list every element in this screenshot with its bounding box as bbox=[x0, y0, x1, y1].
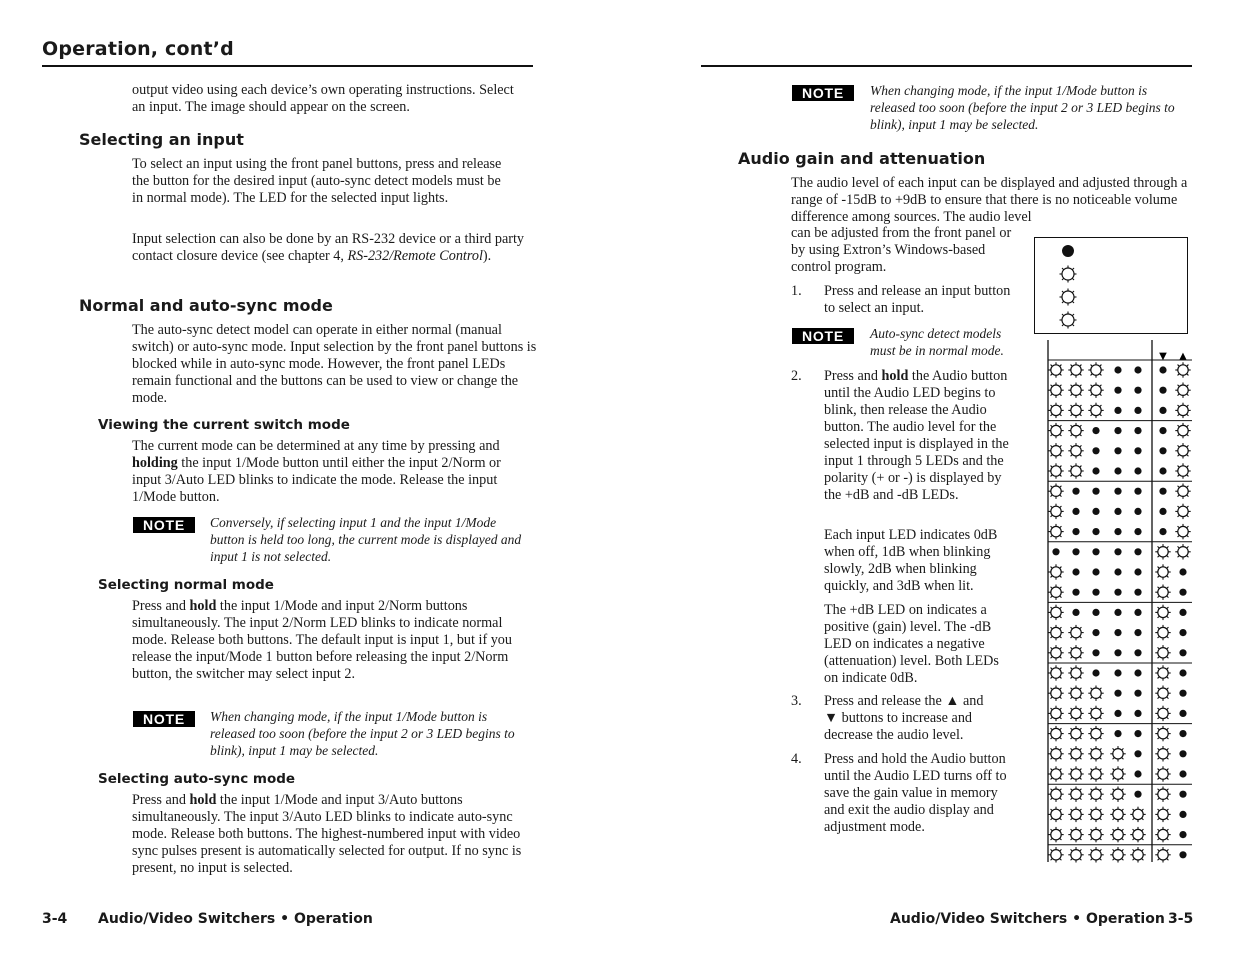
led-lit bbox=[1092, 589, 1099, 596]
led-blinking bbox=[1068, 726, 1083, 741]
led-lit bbox=[1134, 528, 1141, 535]
led-blinking bbox=[1155, 726, 1170, 741]
step-number: 4. bbox=[791, 751, 802, 767]
led-lit bbox=[1134, 649, 1141, 656]
text: Press and bbox=[132, 598, 190, 614]
led-lit bbox=[1114, 609, 1121, 616]
table-leds bbox=[1048, 362, 1190, 862]
led-blinking bbox=[1048, 686, 1063, 701]
led-lit bbox=[1179, 669, 1186, 676]
step-3-number: 3 bbox=[791, 693, 799, 709]
led-blinking bbox=[1088, 403, 1103, 418]
led-lit bbox=[1179, 710, 1186, 717]
led-lit bbox=[1072, 508, 1079, 515]
led-blinking bbox=[1068, 686, 1083, 701]
led-blinking bbox=[1155, 564, 1170, 579]
section-title-audio: Audio gain and attenuation bbox=[738, 149, 986, 168]
led-lit bbox=[1092, 548, 1099, 555]
led-lit bbox=[1159, 387, 1166, 394]
led-blinking bbox=[1155, 787, 1170, 802]
footer-page-number: 3-5 bbox=[1168, 911, 1194, 927]
led-lit bbox=[1114, 669, 1121, 676]
led-lit bbox=[1179, 750, 1186, 757]
normal-auto-paragraph: The auto-sync detect model can operate in either normal (manual switch) or auto-sync mode. Input selection by the front panel buttons is blocked while in auto-sync mode. However, the front panel LEDs remain functional and the buttons can be used to view or change the mode. bbox=[132, 322, 537, 406]
up-arrow-icon: ▲ bbox=[945, 693, 960, 709]
down-arrow-icon: ▼ bbox=[1159, 351, 1167, 362]
led-blinking bbox=[1175, 362, 1190, 377]
led-lit bbox=[1159, 407, 1166, 414]
footer-title: Audio/Video Switchers • Operation bbox=[98, 911, 373, 927]
led-lit bbox=[1092, 609, 1099, 616]
led-blinking bbox=[1175, 403, 1190, 418]
led-blinking bbox=[1068, 787, 1083, 802]
led-blinking bbox=[1088, 766, 1103, 781]
led-lit bbox=[1179, 609, 1186, 616]
footer-page-number: 3-4 bbox=[42, 911, 68, 927]
led-lit bbox=[1179, 770, 1186, 777]
led-lit bbox=[1092, 488, 1099, 495]
led-lit bbox=[1179, 831, 1186, 838]
led-lit bbox=[1092, 427, 1099, 434]
led-lit bbox=[1092, 528, 1099, 535]
led-blinking bbox=[1048, 524, 1063, 539]
led-blinking bbox=[1088, 726, 1103, 741]
step-number: 1. bbox=[791, 283, 802, 299]
step-2-number: 2 bbox=[791, 368, 799, 384]
led-blinking bbox=[1048, 706, 1063, 721]
led-blinking bbox=[1175, 524, 1190, 539]
led-lit bbox=[1114, 467, 1121, 474]
led-blinking bbox=[1048, 766, 1063, 781]
led-blinking bbox=[1110, 827, 1125, 842]
normal-mode-paragraph bbox=[132, 598, 522, 683]
led-lit bbox=[1159, 488, 1166, 495]
led-blinking bbox=[1048, 787, 1063, 802]
led-lit bbox=[1179, 730, 1186, 737]
led-lit bbox=[1134, 467, 1141, 474]
led-blinking bbox=[1068, 706, 1083, 721]
led-lit bbox=[1179, 629, 1186, 636]
led-blinking bbox=[1048, 746, 1063, 761]
legend-icons bbox=[1060, 245, 1077, 329]
led-blinking bbox=[1088, 686, 1103, 701]
led-blinking bbox=[1175, 383, 1190, 398]
led-blinking bbox=[1155, 706, 1170, 721]
text: Press and bbox=[824, 368, 882, 384]
led-lit bbox=[1114, 427, 1121, 434]
led-lit bbox=[1134, 730, 1141, 737]
led-lit bbox=[1134, 387, 1141, 394]
led-blinking bbox=[1155, 807, 1170, 822]
led-blinking bbox=[1088, 847, 1103, 862]
led-lit bbox=[1179, 568, 1186, 575]
note-text: Auto-sync detect models must be in normal mode. bbox=[870, 326, 1004, 358]
led-blinking bbox=[1068, 766, 1083, 781]
text: ). bbox=[482, 248, 492, 264]
led-lit bbox=[1114, 366, 1121, 373]
led-blinking bbox=[1068, 403, 1083, 418]
led-lit bbox=[1134, 750, 1141, 757]
led-blinking bbox=[1068, 625, 1083, 640]
led-lit bbox=[1159, 447, 1166, 454]
led-level-table bbox=[1046, 340, 1194, 865]
led-lit bbox=[1179, 851, 1186, 858]
led-blinking bbox=[1175, 544, 1190, 559]
emphasis: hold bbox=[189, 792, 217, 808]
selecting-input-rs232-paragraph bbox=[132, 231, 532, 265]
note-badge: NOTE bbox=[133, 711, 195, 727]
led-blinking bbox=[1110, 766, 1125, 781]
step-1-text: Press and release an input button to select an input. bbox=[824, 283, 1011, 316]
led-lit bbox=[1134, 366, 1141, 373]
led-blinking bbox=[1048, 665, 1063, 680]
led-blinking bbox=[1155, 645, 1170, 660]
led-blinking bbox=[1048, 504, 1063, 519]
emphasis: holding bbox=[132, 455, 178, 471]
led-legend bbox=[1034, 237, 1188, 334]
led-lit bbox=[1134, 447, 1141, 454]
step-number: 2. bbox=[791, 368, 802, 384]
led-lit bbox=[1134, 508, 1141, 515]
led-lit bbox=[1179, 649, 1186, 656]
led-blinking bbox=[1110, 847, 1125, 862]
text: The current mode can be determined at any time by pressing and bbox=[132, 438, 500, 454]
led-blinking bbox=[1048, 625, 1063, 640]
led-lit bbox=[1114, 568, 1121, 575]
led-blinking bbox=[1048, 645, 1063, 660]
section-title-normal-auto: Normal and auto-sync mode bbox=[79, 296, 333, 315]
led-blinking bbox=[1175, 463, 1190, 478]
led-lit bbox=[1114, 387, 1121, 394]
legend-led-blinking bbox=[1060, 289, 1077, 306]
led-blinking bbox=[1175, 423, 1190, 438]
led-blinking bbox=[1068, 746, 1083, 761]
led-blinking bbox=[1155, 585, 1170, 600]
text: the input 1/Mode and input 2/Norm buttons simultaneously. The input 2/Norm LED blinks to indicate normal mode. Release both buttons. The default input is input 1, but if you release the input/Mode 1 button before releasing the input 2/Norm button, the switcher may select input 2. bbox=[132, 598, 512, 682]
text: the input 1/Mode button until either the input 2/Norm or input 3/Auto LED blinks to indicate the mode. Release the input 1/Mode button. bbox=[132, 455, 501, 505]
led-blinking bbox=[1048, 423, 1063, 438]
text: the Audio button until the Audio LED begins to blink, then release the Audio button. The audio level for the selected input is displayed in the input 1 through 5 LEDs and the polarity (+ or -) is displayed by the +dB and -dB LEDs. bbox=[824, 368, 1009, 503]
step-2-polarity: The +dB LED on indicates a positive (gain) level. The -dB LED on indicates a negative (attenuation) level. Both LEDs on indicate 0dB. bbox=[824, 602, 999, 686]
led-lit bbox=[1134, 791, 1141, 798]
led-lit bbox=[1134, 609, 1141, 616]
led-blinking bbox=[1175, 504, 1190, 519]
subsection-title-normal: Selecting normal mode bbox=[98, 577, 274, 593]
led-blinking bbox=[1155, 827, 1170, 842]
text: Press and release the bbox=[824, 693, 946, 709]
led-blinking bbox=[1155, 625, 1170, 640]
led-blinking bbox=[1110, 746, 1125, 761]
led-blinking bbox=[1088, 362, 1103, 377]
led-blinking bbox=[1068, 847, 1083, 862]
led-lit bbox=[1072, 548, 1079, 555]
led-blinking bbox=[1088, 787, 1103, 802]
step-4-text: Press and hold the Audio button until the Audio LED turns off to save the gain value in memory and exit the audio display and adjustment mode. bbox=[824, 751, 1007, 835]
led-lit bbox=[1114, 548, 1121, 555]
led-lit bbox=[1092, 467, 1099, 474]
led-blinking bbox=[1048, 807, 1063, 822]
intro-paragraph: output video using each device’s own operating instructions. Select an input. The image should appear on the screen. bbox=[132, 82, 514, 115]
note-text: When changing mode, if the input 1/Mode button is released too soon (before the input 2 or 3 LED begins to blink), input 1 may be selected. bbox=[870, 83, 1175, 132]
legend-led-lit bbox=[1062, 245, 1074, 257]
led-lit bbox=[1134, 629, 1141, 636]
led-lit bbox=[1092, 669, 1099, 676]
led-lit bbox=[1114, 710, 1121, 717]
led-blinking bbox=[1068, 443, 1083, 458]
led-lit bbox=[1114, 528, 1121, 535]
led-lit bbox=[1134, 770, 1141, 777]
step-number: 3. bbox=[791, 693, 802, 709]
led-blinking bbox=[1088, 383, 1103, 398]
led-blinking bbox=[1048, 585, 1063, 600]
led-lit bbox=[1134, 568, 1141, 575]
led-lit bbox=[1159, 427, 1166, 434]
led-blinking bbox=[1155, 605, 1170, 620]
led-blinking bbox=[1155, 847, 1170, 862]
step-2-text bbox=[824, 368, 1014, 504]
note-text: When changing mode, if the input 1/Mode button is released too soon (before the input 2 or 3 LED begins to blink), input 1 may be selected. bbox=[210, 709, 515, 758]
led-lit bbox=[1072, 488, 1079, 495]
led-blinking bbox=[1068, 807, 1083, 822]
emphasis: hold bbox=[881, 368, 909, 384]
led-lit bbox=[1134, 427, 1141, 434]
led-lit bbox=[1052, 548, 1059, 555]
led-lit bbox=[1159, 366, 1166, 373]
audio-intro-paragraph: The audio level of each input can be displayed and adjusted through a range of -15dB to +9dB to ensure that there is no noticeable volume difference among sources. The audio level bbox=[791, 175, 1188, 225]
text: Input selection can also be done by an RS-232 device or a third party contact closure device (see chapter 4, bbox=[132, 231, 525, 264]
audio-intro-continued: can be adjusted from the front panel or by using Extron’s Windows-based control program. bbox=[791, 225, 1012, 275]
led-blinking bbox=[1088, 746, 1103, 761]
legend-led-blinking bbox=[1060, 266, 1077, 283]
led-blinking bbox=[1175, 443, 1190, 458]
led-blinking bbox=[1088, 807, 1103, 822]
led-lit bbox=[1159, 467, 1166, 474]
page-title: Operation, cont’d bbox=[42, 38, 234, 60]
header-rule bbox=[42, 65, 533, 67]
led-blinking bbox=[1110, 807, 1125, 822]
led-lit bbox=[1134, 690, 1141, 697]
led-blinking bbox=[1130, 847, 1145, 862]
led-blinking bbox=[1155, 766, 1170, 781]
led-blinking bbox=[1068, 463, 1083, 478]
led-lit bbox=[1134, 407, 1141, 414]
led-blinking bbox=[1048, 484, 1063, 499]
text: and bbox=[959, 693, 984, 709]
led-blinking bbox=[1048, 463, 1063, 478]
led-lit bbox=[1092, 629, 1099, 636]
led-blinking bbox=[1048, 362, 1063, 377]
led-lit bbox=[1114, 407, 1121, 414]
led-blinking bbox=[1155, 544, 1170, 559]
led-blinking bbox=[1155, 686, 1170, 701]
led-lit bbox=[1159, 528, 1166, 535]
step-3-text bbox=[824, 693, 1014, 744]
led-lit bbox=[1179, 690, 1186, 697]
led-lit bbox=[1092, 649, 1099, 656]
led-lit bbox=[1114, 649, 1121, 656]
led-lit bbox=[1114, 690, 1121, 697]
led-lit bbox=[1134, 548, 1141, 555]
led-lit bbox=[1159, 508, 1166, 515]
led-lit bbox=[1072, 589, 1079, 596]
led-lit bbox=[1092, 568, 1099, 575]
led-lit bbox=[1134, 589, 1141, 596]
led-blinking bbox=[1068, 383, 1083, 398]
text: the input 1/Mode and input 3/Auto buttons simultaneously. The input 3/Auto LED blinks to indicate auto-sync mode. Release both buttons. The highest-numbered input with video sync pulses present is automatically selected for output. If no sync is present, no input is selected. bbox=[132, 792, 522, 876]
note-badge: NOTE bbox=[792, 328, 854, 344]
emphasis: hold bbox=[189, 598, 217, 614]
note-badge: NOTE bbox=[792, 85, 854, 101]
led-lit bbox=[1114, 447, 1121, 454]
subsection-title-viewing: Viewing the current switch mode bbox=[98, 417, 350, 433]
led-blinking bbox=[1048, 383, 1063, 398]
led-lit bbox=[1179, 791, 1186, 798]
led-lit bbox=[1134, 710, 1141, 717]
led-blinking bbox=[1048, 403, 1063, 418]
led-lit bbox=[1092, 508, 1099, 515]
led-blinking bbox=[1130, 827, 1145, 842]
up-arrow-icon: ▲ bbox=[1179, 351, 1187, 362]
footer-title: Audio/Video Switchers • Operation bbox=[890, 911, 1165, 927]
led-blinking bbox=[1048, 605, 1063, 620]
text: buttons to increase and decrease the audio level. bbox=[824, 710, 973, 743]
led-blinking bbox=[1048, 847, 1063, 862]
auto-mode-paragraph bbox=[132, 792, 532, 877]
led-lit bbox=[1114, 589, 1121, 596]
led-lit bbox=[1134, 488, 1141, 495]
led-lit bbox=[1134, 669, 1141, 676]
led-lit bbox=[1072, 609, 1079, 616]
led-lit bbox=[1114, 488, 1121, 495]
down-arrow-icon: ▼ bbox=[824, 710, 839, 726]
led-blinking bbox=[1175, 484, 1190, 499]
led-blinking bbox=[1068, 423, 1083, 438]
led-blinking bbox=[1088, 827, 1103, 842]
led-lit bbox=[1114, 730, 1121, 737]
led-blinking bbox=[1048, 443, 1063, 458]
header-rule bbox=[701, 65, 1192, 67]
led-lit bbox=[1092, 447, 1099, 454]
legend-frame bbox=[1035, 238, 1188, 334]
note-text: Conversely, if selecting input 1 and the input 1/Mode button is held too long, the current mode is displayed and input 1 is not selected. bbox=[210, 515, 522, 564]
led-blinking bbox=[1068, 827, 1083, 842]
viewing-paragraph bbox=[132, 438, 522, 506]
selecting-input-paragraph: To select an input using the front panel buttons, press and release the button for the desired input (auto-sync detect models must be in normal mode). The LED for the selected input lights. bbox=[132, 156, 502, 206]
led-lit bbox=[1179, 589, 1186, 596]
led-blinking bbox=[1155, 746, 1170, 761]
led-lit bbox=[1114, 629, 1121, 636]
led-lit bbox=[1179, 811, 1186, 818]
led-blinking bbox=[1130, 807, 1145, 822]
step-1-number: 1 bbox=[791, 283, 799, 299]
led-blinking bbox=[1110, 787, 1125, 802]
led-blinking bbox=[1068, 665, 1083, 680]
led-lit bbox=[1072, 528, 1079, 535]
led-blinking bbox=[1048, 726, 1063, 741]
section-title-selecting-input: Selecting an input bbox=[79, 130, 244, 149]
led-blinking bbox=[1048, 827, 1063, 842]
led-blinking bbox=[1068, 362, 1083, 377]
chapter-reference: RS-232/Remote Control bbox=[347, 248, 483, 264]
led-lit bbox=[1072, 568, 1079, 575]
note-badge: NOTE bbox=[133, 517, 195, 533]
led-blinking bbox=[1068, 645, 1083, 660]
led-blinking bbox=[1048, 564, 1063, 579]
led-lit bbox=[1114, 508, 1121, 515]
step-4-number: 4 bbox=[791, 751, 799, 767]
subsection-title-auto: Selecting auto-sync mode bbox=[98, 771, 296, 787]
step-2-led-levels: Each input LED indicates 0dB when off, 1dB when blinking slowly, 2dB when blinking quickly, and 3dB when lit. bbox=[824, 527, 998, 594]
led-blinking bbox=[1155, 665, 1170, 680]
led-blinking bbox=[1088, 706, 1103, 721]
legend-led-blinking bbox=[1060, 312, 1077, 329]
text: Press and bbox=[132, 792, 190, 808]
